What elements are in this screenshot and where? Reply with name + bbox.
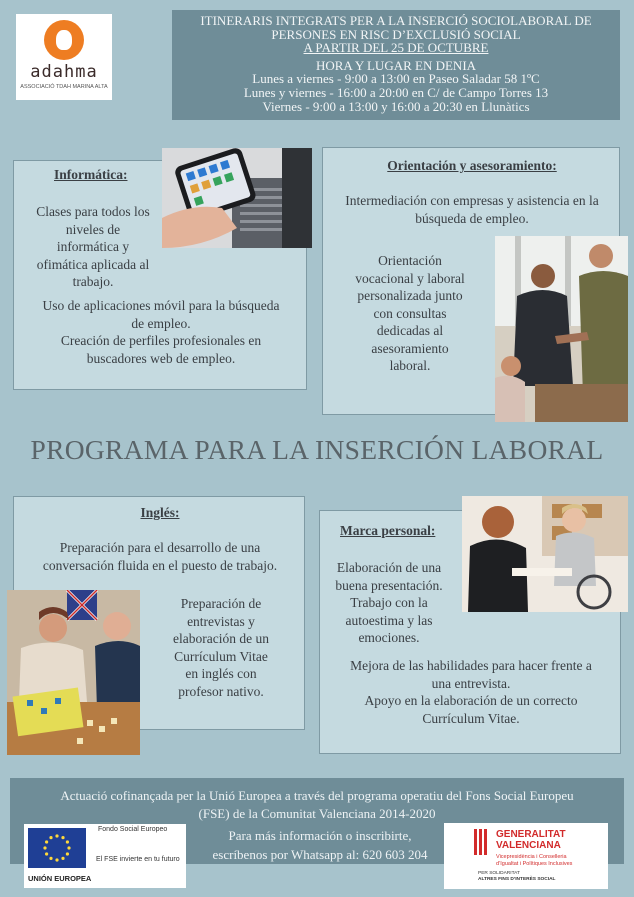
scrabble-photo	[7, 590, 140, 755]
informatica-title: Informática:	[54, 167, 128, 182]
text-line: trabajo.	[72, 274, 114, 289]
text-line: en inglés con	[185, 666, 257, 681]
header-banner	[172, 10, 620, 120]
text-line: entrevistas y	[187, 613, 255, 629]
text-line: (FSE) de la Comunitat Valenciana 2014-2020	[198, 806, 436, 821]
ingles-title: Inglés:	[140, 505, 180, 520]
solidarity-tax-label	[478, 871, 555, 883]
adahma-logo	[16, 14, 112, 100]
contact-info	[196, 826, 444, 864]
orientacion-text-2	[335, 252, 485, 375]
header-line-1: ITINERARIS INTEGRATS PER A LA INSERCIÓ SOCIOLABORAL DE	[200, 13, 592, 28]
text-line: Trabajo con la	[350, 595, 428, 610]
logo-name: adahma	[30, 62, 98, 82]
phone-laptop-photo	[162, 148, 312, 248]
text-line: personalizada junto	[357, 288, 463, 303]
text-line: Elaboración de una	[336, 560, 442, 575]
orientacion-title: Orientación y asesoramiento:	[387, 158, 557, 173]
generalitat-name	[496, 829, 566, 851]
header-schedule-2: Lunes y viernes - 16:00 a 20:00 en C/ de Campo Torres 13	[243, 84, 549, 100]
text-line: ALTRES FINS D’INTERÈS SOCIAL	[478, 877, 556, 882]
text-line: de empleo.	[131, 315, 191, 331]
ingles-text-2	[146, 595, 296, 700]
text-line: Mejora de las habilidades para hacer frente a	[350, 658, 592, 673]
text-line: buscadores web de empleo.	[86, 350, 236, 366]
text-line: con consultas	[373, 305, 447, 321]
text-line: Preparación de	[180, 596, 262, 611]
cofinancing-text	[10, 787, 624, 823]
text-line: Intermediación con empresas y asistencia en la	[345, 193, 599, 208]
text-line: Orientación	[378, 253, 442, 268]
header-line-2: PERSONES EN RISC D’EXCLUSIÓ SOCIAL	[271, 26, 521, 42]
ingles-text-1	[14, 539, 306, 574]
text-line: GENERALITAT	[496, 829, 566, 840]
text-line: autoestima y las	[345, 612, 433, 628]
text-line: PER SOLIDARITAT	[478, 871, 520, 876]
text-line: buena presentación.	[335, 577, 443, 593]
text-line: una entrevista.	[431, 675, 511, 691]
text-line: vocacional y laboral	[355, 270, 465, 286]
text-line: conversación fluida en el puesto de trabajo.	[42, 557, 278, 573]
header-schedule-1: Lunes a viernes - 9:00 a 13:00 en Paseo Saladar 58 1ºC	[252, 71, 540, 87]
text-line: d’Igualtat i Polítiques Inclusives	[496, 861, 573, 867]
text-line: emociones.	[358, 630, 420, 645]
informatica-text-1	[18, 203, 168, 291]
header-start-date: A PARTIR DEL 25 DE OCTUBRE	[303, 40, 489, 56]
marca-text-2	[320, 657, 622, 727]
generalitat-logo	[444, 823, 608, 889]
text-line: Apoyo en la elaboración de un correcto	[364, 693, 578, 708]
eu-flag-icon	[28, 828, 86, 868]
marca-text-1	[324, 559, 454, 647]
orientacion-text-1	[323, 192, 621, 227]
eu-motto: El FSE invierte en tu futuro	[96, 856, 180, 863]
text-line: profesor nativo.	[178, 683, 264, 699]
informatica-text-2	[14, 297, 308, 367]
text-line: informática y	[56, 239, 130, 254]
logo-mark-icon	[44, 20, 84, 60]
text-line: niveles de	[65, 221, 121, 237]
text-line: Preparación para el desarrollo de una	[59, 540, 261, 555]
text-line: asesoramiento	[371, 340, 449, 356]
handshake-photo	[495, 236, 628, 422]
text-line: búsqueda de empleo.	[415, 210, 529, 226]
text-line: Creación de perfiles profesionales en	[60, 333, 262, 348]
text-line: ofimática aplicada al	[36, 256, 150, 272]
text-line: VALENCIANA	[496, 840, 561, 851]
generalitat-emblem-icon	[474, 829, 488, 855]
interview-photo	[462, 496, 628, 612]
text-line: Uso de aplicaciones móvil para la búsqueda	[42, 298, 280, 313]
eu-union-label: UNIÓN EUROPEA	[28, 874, 92, 883]
text-line: dedicadas al	[376, 323, 444, 338]
header-schedule-title: HORA Y LUGAR EN DENIA	[315, 57, 477, 73]
text-line: laboral.	[389, 358, 431, 373]
text-line: Currículum Vitae.	[422, 710, 520, 726]
text-line: elaboración de un	[173, 631, 269, 646]
logo-subtitle: ASSOCIACIÓ TDAH MARINA ALTA	[20, 84, 108, 90]
eu-logo	[24, 824, 186, 888]
text-line: Currículum Vitae	[174, 648, 268, 664]
marca-title: Marca personal:	[340, 523, 436, 538]
whatsapp-number: escríbenos por Whatsapp al: 620 603 204	[212, 847, 428, 862]
eu-fund-name: Fondo Social Europeo	[98, 826, 168, 833]
text-line: Para más información o inscribirte,	[228, 828, 412, 843]
generalitat-department	[496, 854, 572, 868]
text-line: Vicepresidència i Conselleria	[496, 854, 567, 860]
main-title: PROGRAMA PARA LA INSERCIÓN LABORAL	[30, 434, 604, 465]
text-line: Clases para todos los	[36, 204, 150, 219]
header-schedule-3: Viernes - 9:00 a 13:00 y 16:00 a 20:30 en Llunàtics	[262, 98, 530, 114]
text-line: Actuació cofinançada per la Unió Europea a través del programa operatiu del Fons Social Europeu	[60, 788, 574, 803]
